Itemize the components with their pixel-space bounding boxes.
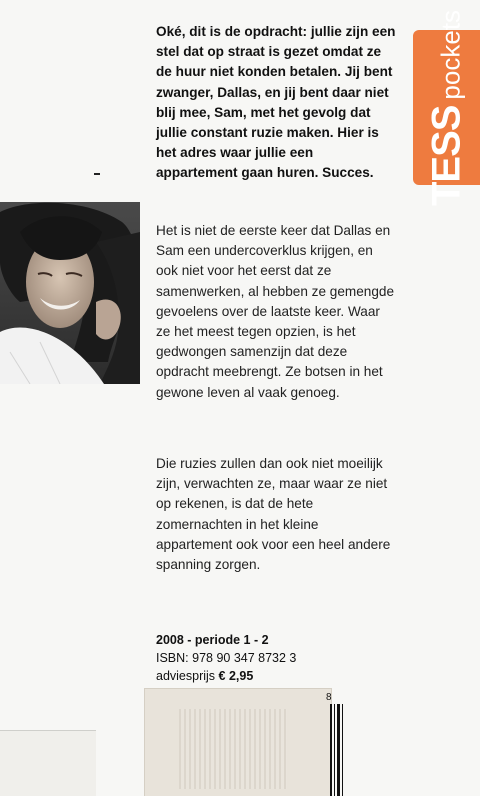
barcode-digit: 8 [326,692,332,703]
sticker-residue [179,709,287,789]
paragraph-1-text: Het is niet de eerste keer dat Dallas en Sam een undercoverklus krijgen, en ook niet voor het eerst dat ze samenwerken, al hebben ze gemengde gevoelens over de laatste keer. Waar ze het meest tegen opzien, is het gedwongen samenzijn dat deze opdracht meebrengt. Ze botsen in het gewone leven al vaak genoeg. [156,223,395,400]
paragraph-1 [156,221,396,403]
price-value: € 2,95 [218,669,254,683]
paragraph-2-text: Die ruzies zullen dan ook niet moeilijk zijn, verwachten ze, maar waar ze niet op rekenen, is dat de hete zomernachten in het kleine appartement ook voor een heel andere spanning zorgen. [156,456,391,573]
tab-sub: pockets [435,9,465,100]
bottom-left-card [0,730,96,796]
isbn-label: ISBN: 978 90 347 8732 3 [156,651,297,665]
tab-logo [424,9,469,205]
barcode-icon [330,690,344,796]
author-photo [0,202,140,384]
price-label: adviesprijs [156,669,216,683]
book-meta [156,631,296,685]
paragraph-2 [156,454,396,575]
price-line [156,667,296,685]
torn-sticker [144,688,332,796]
intro-text: Oké, dit is de opdracht: jullie zijn een stel dat op straat is gezet omdat ze de huur niet konden betalen. Jij bent zwanger, Dallas, en jij bent daar niet blij mee, Sam, met het gevolg dat jullie constant ruzie maken. Hier is het adres waar jullie een appartement gaan huren. Succes. [156,24,396,181]
tess-pockets-tab [413,9,480,206]
dash-mark [94,173,100,175]
season-label: 2008 - periode 1 - 2 [156,633,269,647]
tab-brand: TESS [424,105,468,206]
woman-photo-illustration [0,202,140,384]
